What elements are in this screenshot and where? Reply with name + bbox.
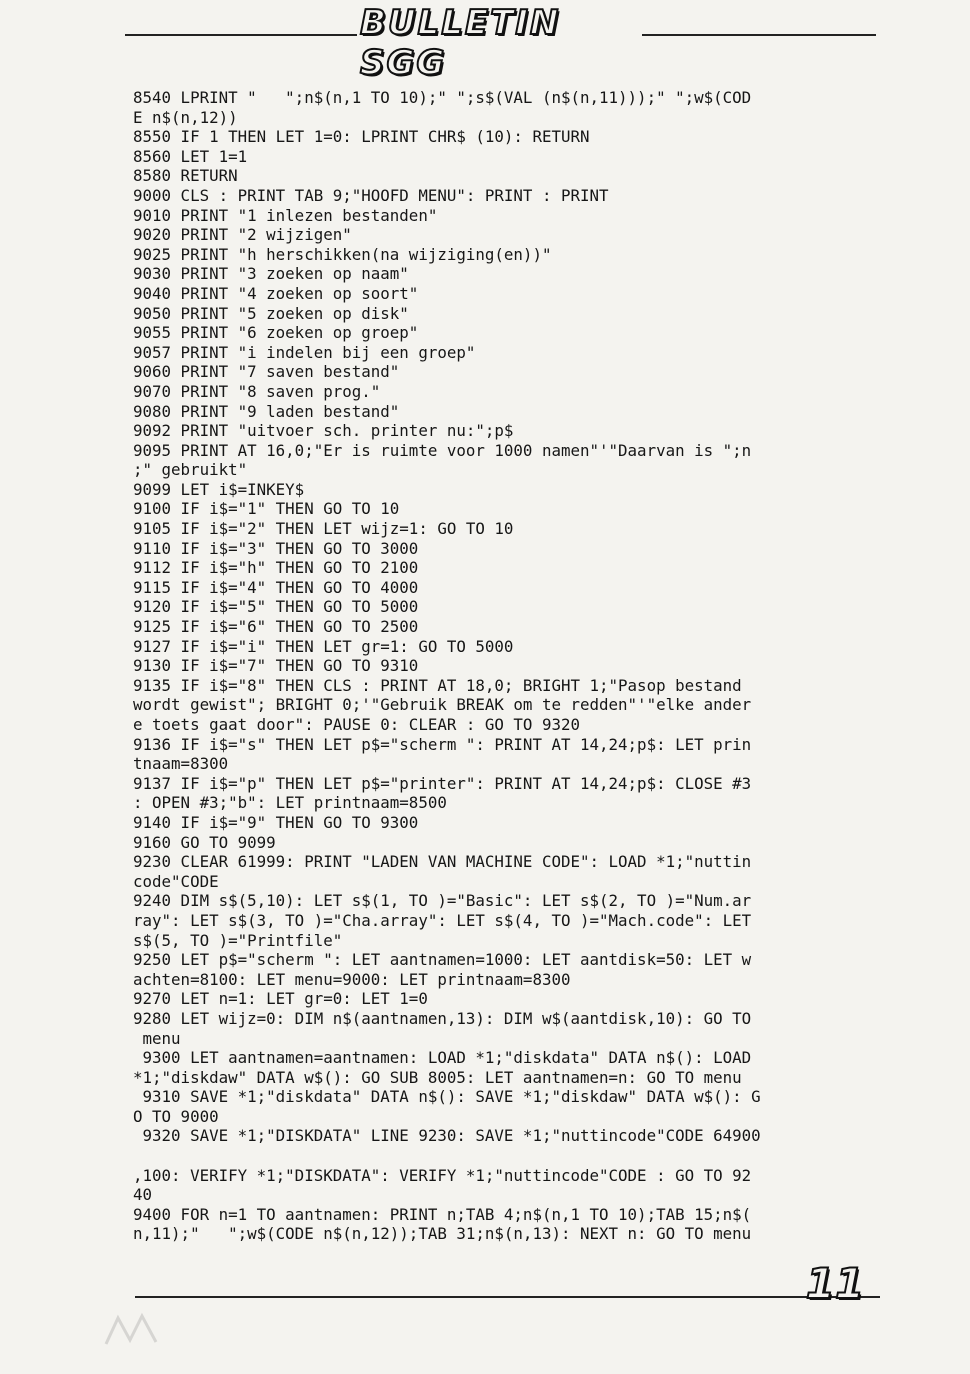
code-line: 9240 DIM s$(5,10): LET s$(1, TO )="Basic": LET s$(2, TO )="Num.ar: [133, 891, 752, 911]
page-header: [0, 0, 970, 83]
code-line: 8540 LPRINT " ";n$(n,1 TO 10);" ";s$(VAL (n$(n,11)));" ";w$(COD: [133, 88, 752, 107]
code-line: 8560 LET 1=1: [133, 146, 248, 166]
code-line: e toets gaat door": PAUSE 0: CLEAR : GO TO 9320: [133, 715, 580, 734]
code-line: 9280 LET wijz=0: DIM n$(aantnamen,13): DIM w$(aantdisk,10): GO TO: [133, 1008, 752, 1028]
code-line: 9137 IF i$="p" THEN LET p$="printer": PRINT AT 14,24;p$: CLOSE #3: [133, 773, 752, 793]
code-line: 9055 PRINT "6 zoeken op groep": [133, 323, 419, 343]
code-line: 9030 PRINT "3 zoeken op naam": [133, 264, 409, 284]
code-line: ray": LET s$(3, TO )="Cha.array": LET s$(4, TO )="Mach.code": LET: [133, 910, 752, 930]
code-line: 9140 IF i$="9" THEN GO TO 9300: [133, 812, 419, 832]
bulletin-logo: [360, 3, 642, 83]
code-line: tnaam=8300: [133, 754, 229, 774]
code-line: *1;"diskdaw" DATA w$(): GO SUB 8005: LET aantnamen=n: GO TO menu: [133, 1067, 742, 1087]
code-line: n,11);" ";w$(CODE n$(n,12));TAB 31;n$(n,13): NEXT n: GO TO menu: [133, 1224, 752, 1244]
code-line: 40: [133, 1185, 153, 1205]
code-line: [133, 1146, 893, 1166]
code-line: 9136 IF i$="s" THEN LET p$="scherm ": PRINT AT 14,24;p$: LET prin: [133, 734, 752, 754]
code-line: s$(5, TO )="Printfile": [133, 930, 343, 950]
code-line: 9010 PRINT "1 inlezen bestanden": [133, 205, 438, 225]
header-rule-left: [125, 34, 357, 36]
code-line: O TO 9000: [133, 1106, 219, 1126]
code-line: 9040 PRINT "4 zoeken op soort": [133, 283, 419, 303]
code-line: 9127 IF i$="i" THEN LET gr=1: GO TO 5000: [133, 636, 514, 656]
footer-rule: [135, 1296, 811, 1298]
code-line: achten=8100: LET menu=9000: LET printnaam=8300: [133, 969, 571, 989]
faded-mark-icon: [100, 1310, 170, 1350]
logo-text: BULLETIN SGG: [360, 3, 561, 83]
code-line: 9115 IF i$="4" THEN GO TO 4000: [133, 577, 419, 597]
code-line: 9060 PRINT "7 saven bestand": [133, 362, 400, 382]
code-line: 9125 IF i$="6" THEN GO TO 2500: [133, 617, 419, 637]
code-line: 9310 SAVE *1;"diskdata" DATA n$(): SAVE *1;"diskdaw" DATA w$(): G: [133, 1087, 761, 1107]
code-line: ;" gebruikt": [133, 460, 248, 480]
page-number: 11: [805, 1258, 865, 1308]
code-line: 9112 IF i$="h" THEN GO TO 2100: [133, 558, 419, 578]
code-line: 9099 LET i$=INKEY$: [133, 479, 305, 499]
code-line: : OPEN #3;"b": LET printnaam=8500: [133, 793, 447, 813]
code-line: 9000 CLS : PRINT TAB 9;"HOOFD MENU": PRINT : PRINT: [133, 185, 609, 205]
code-line: 9230 CLEAR 61999: PRINT "LADEN VAN MACHINE CODE": LOAD *1;"nuttin: [133, 852, 752, 872]
code-line: 8550 IF 1 THEN LET 1=0: LPRINT CHR$ (10): RETURN: [133, 127, 590, 147]
code-line: 9070 PRINT "8 saven prog.": [133, 381, 381, 401]
code-line: 9095 PRINT AT 16,0;"Er is ruimte voor 1000 namen"'"Daarvan is ";n: [133, 440, 752, 460]
code-line: 8580 RETURN: [133, 166, 238, 186]
code-line: 9160 GO TO 9099: [133, 832, 276, 852]
code-line: 9105 IF i$="2" THEN LET wijz=1: GO TO 10: [133, 519, 514, 539]
basic-program-listing: [133, 88, 893, 1244]
header-rule-right: [642, 34, 876, 36]
code-line: 9020 PRINT "2 wijzigen": [133, 225, 352, 245]
code-line: wordt gewist"; BRIGHT 0;'"Gebruik BREAK om te redden"'"elke ander: [133, 695, 752, 715]
code-line: 9400 FOR n=1 TO aantnamen: PRINT n;TAB 4;n$(n,1 TO 10);TAB 15;n$(: [133, 1204, 752, 1224]
code-line: 9092 PRINT "uitvoer sch. printer nu:";p$: [133, 421, 514, 441]
code-line: 9320 SAVE *1;"DISKDATA" LINE 9230: SAVE *1;"nuttincode"CODE 64900: [133, 1126, 761, 1146]
code-line: 9025 PRINT "h herschikken(na wijziging(en))": [133, 244, 552, 264]
code-line: 9100 IF i$="1" THEN GO TO 10: [133, 499, 400, 519]
code-line: 9250 LET p$="scherm ": LET aantnamen=1000: LET aantdisk=50: LET w: [133, 950, 752, 970]
code-line: 9080 PRINT "9 laden bestand": [133, 401, 400, 421]
code-line: code"CODE: [133, 871, 219, 891]
page-number-badge: [806, 1258, 864, 1308]
code-line: 9057 PRINT "i indelen bij een groep": [133, 342, 476, 362]
code-line: 9270 LET n=1: LET gr=0: LET 1=0: [133, 989, 428, 1009]
code-line: ,100: VERIFY *1;"DISKDATA": VERIFY *1;"nuttincode"CODE : GO TO 92: [133, 1165, 752, 1185]
code-line: 9110 IF i$="3" THEN GO TO 3000: [133, 538, 419, 558]
code-line: 9130 IF i$="7" THEN GO TO 9310: [133, 656, 419, 676]
code-line: 9050 PRINT "5 zoeken op disk": [133, 303, 409, 323]
code-line: 9135 IF i$="8" THEN CLS : PRINT AT 18,0; BRIGHT 1;"Pasop bestand: [133, 675, 742, 695]
code-line: E n$(n,12)): [133, 107, 238, 127]
code-line: 9300 LET aantnamen=aantnamen: LOAD *1;"diskdata" DATA n$(): LOAD: [133, 1048, 752, 1068]
code-line: 9120 IF i$="5" THEN GO TO 5000: [133, 597, 419, 617]
code-line: menu: [133, 1028, 181, 1048]
